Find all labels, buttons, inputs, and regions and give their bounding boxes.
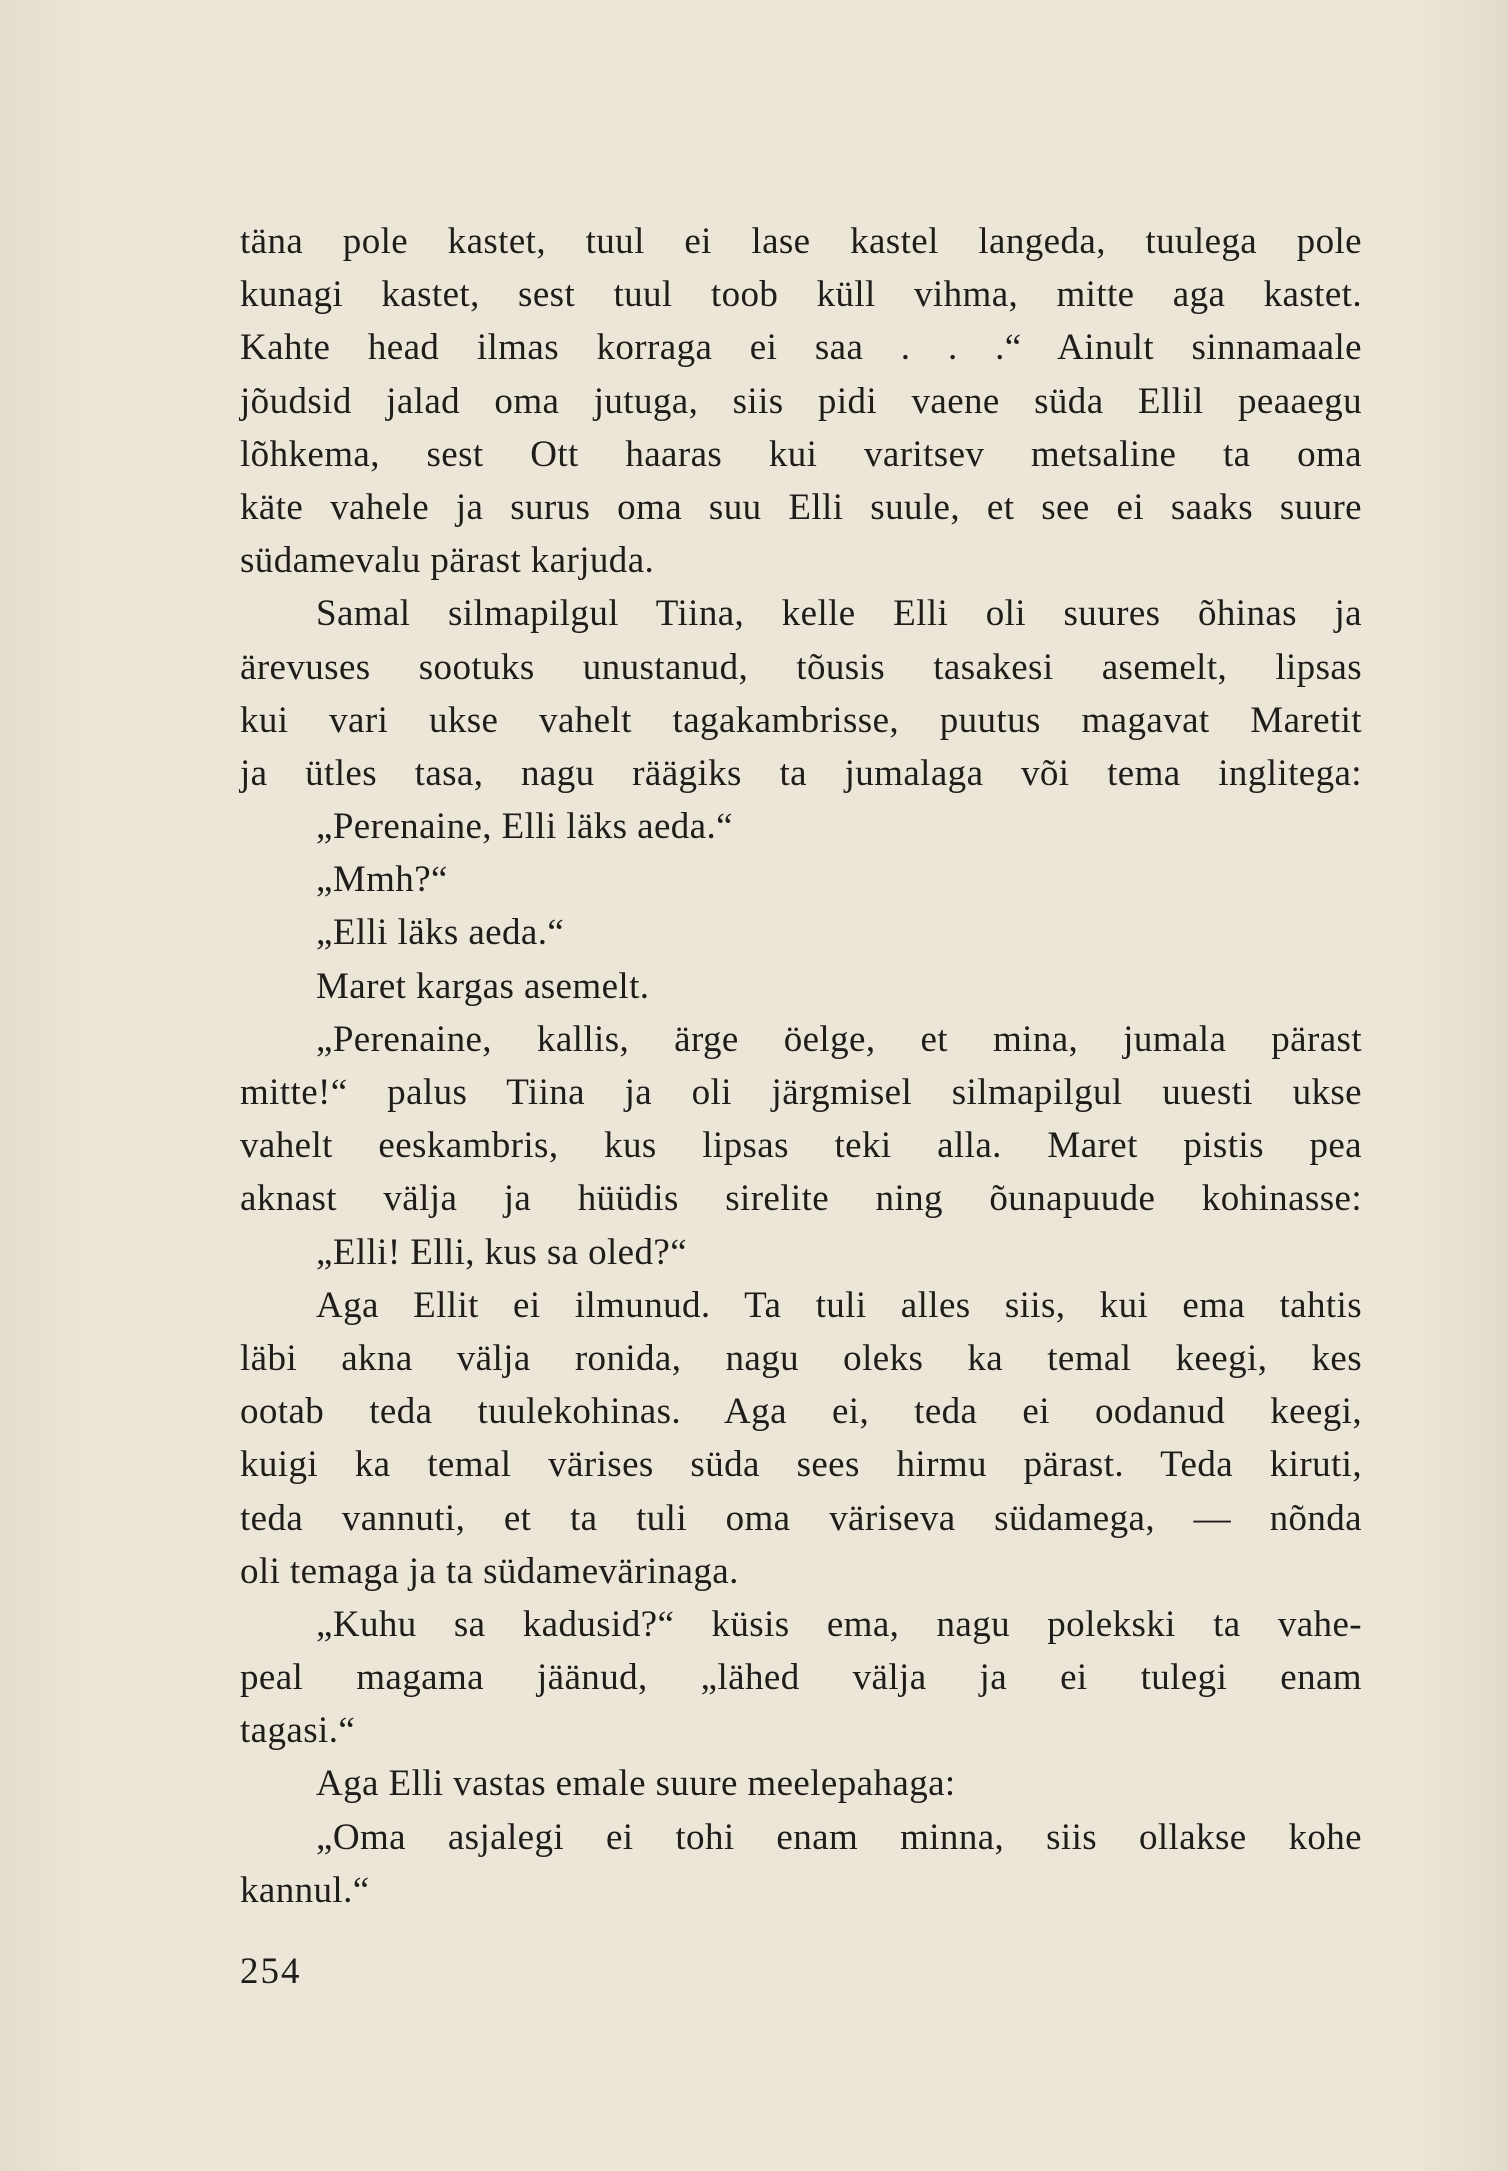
text-line: Samal silmapilgul Tiina, kelle Elli oli suures õhinas ja (316, 593, 1362, 635)
text-line: ärevuses sootuks unustanud, tõusis tasakesi asemelt, lipsas (240, 646, 1362, 688)
text-line: Aga Ellit ei ilmunud. Ta tuli alles siis, kui ema tahtis (316, 1284, 1362, 1326)
text-line: ja ütles tasa, nagu räägiks ta jumalaga või tema inglitega: (240, 752, 1362, 794)
text-line: oli temaga ja ta südamevärinaga. (240, 1550, 739, 1592)
text-line: vahelt eeskambris, kus lipsas teki alla. Maret pistis pea (240, 1125, 1362, 1167)
text-line: Aga Elli vastas emale suure meelepahaga: (316, 1763, 956, 1805)
text-line: „Perenaine, kallis, ärge öelge, et mina, jumala pärast (316, 1018, 1362, 1060)
text-line: kunagi kastet, sest tuul toob küll vihma, mitte aga kastet. (240, 274, 1362, 316)
text-line: Maret kargas asemelt. (316, 965, 650, 1007)
text-line: kui vari ukse vahelt tagakambrisse, puutus magavat Maretit (240, 699, 1362, 741)
text-line: Kahte head ilmas korraga ei saa . . .“ Ainult sinnamaale (240, 327, 1362, 369)
text-line: lõhkema, sest Ott haaras kui varitsev metsaline ta oma (240, 433, 1362, 475)
text-line: käte vahele ja surus oma suu Elli suule, et see ei saaks suure (240, 486, 1362, 528)
text-line: „Elli! Elli, kus sa oled?“ (316, 1231, 688, 1273)
text-line: täna pole kastet, tuul ei lase kastel langeda, tuulega pole (240, 221, 1362, 262)
text-line: peal magama jäänud, „lähed välja ja ei tulegi enam (240, 1657, 1362, 1699)
text-line: aknast välja ja hüüdis sirelite ning õunapuude kohinasse: (240, 1178, 1362, 1220)
text-line: mitte!“ palus Tiina ja oli järgmisel silmapilgul uuesti ukse (240, 1072, 1362, 1113)
text-line: „Mmh?“ (316, 859, 448, 901)
text-line: kuigi ka temal värises süda sees hirmu pärast. Teda kiruti, (240, 1444, 1362, 1486)
text-line: teda vannuti, et ta tuli oma väriseva südamega, — nõnda (240, 1497, 1362, 1539)
text-line: „Oma asjalegi ei tohi enam minna, siis ollakse kohe (316, 1816, 1362, 1858)
text-line: jõudsid jalad oma jutuga, siis pidi vaene süda Ellil peaaegu (240, 380, 1362, 422)
text-line: „Kuhu sa kadusid?“ küsis ema, nagu polekski ta vahe- (316, 1603, 1362, 1645)
text-line: läbi akna välja ronida, nagu oleks ka temal keegi, kes (240, 1337, 1362, 1379)
text-line: tagasi.“ (240, 1710, 356, 1752)
text-line: ootab teda tuulekohinas. Aga ei, teda ei oodanud keegi, (240, 1391, 1362, 1433)
text-line: „Elli läks aeda.“ (316, 912, 565, 954)
text-line: südamevalu pärast karjuda. (240, 540, 655, 582)
text-line: kannul.“ (240, 1869, 370, 1911)
page-number: 254 (240, 1951, 302, 1992)
body-text (240, 215, 1362, 1917)
text-line: „Perenaine, Elli läks aeda.“ (316, 806, 733, 848)
